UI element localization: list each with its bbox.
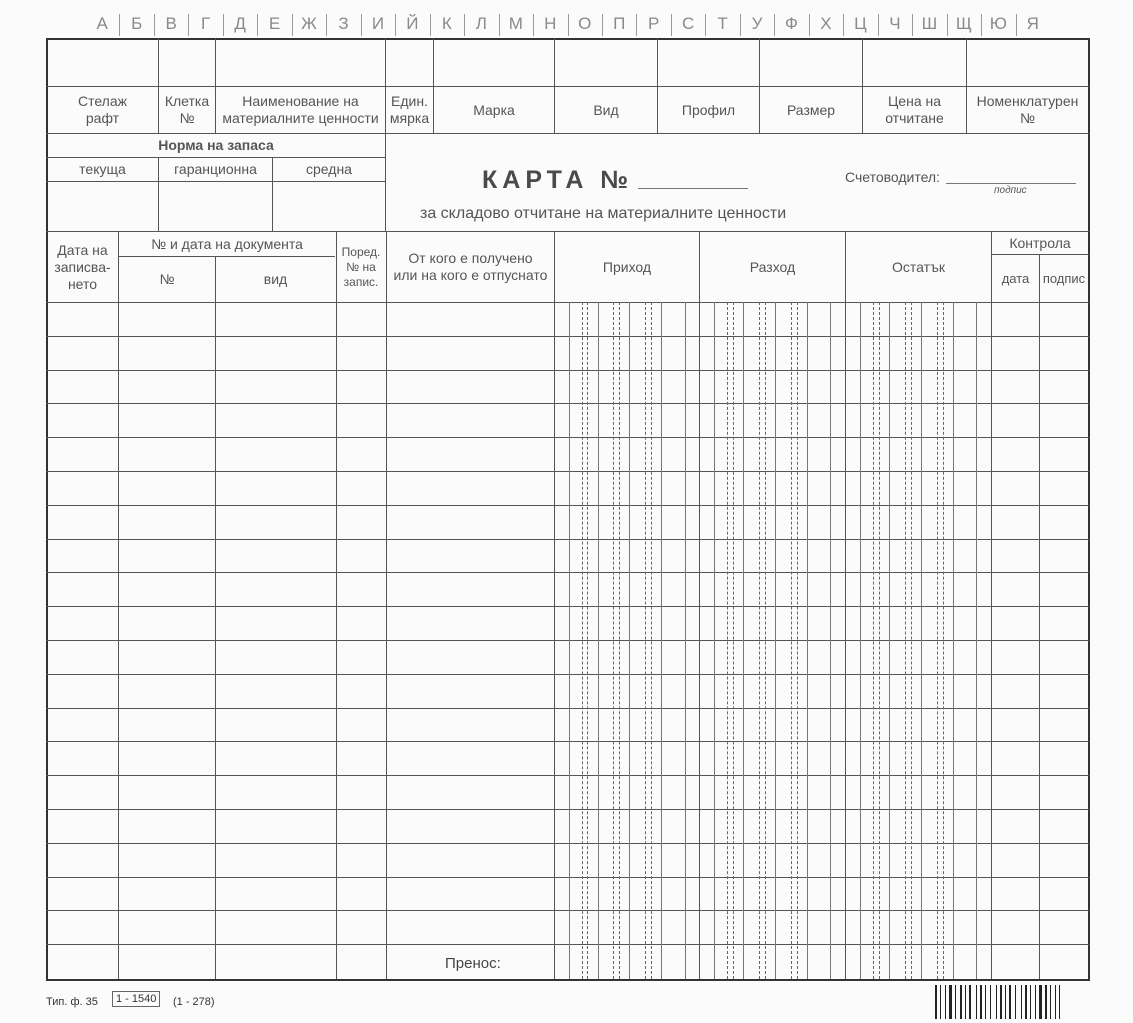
- header-cell: Клетка №: [164, 93, 210, 126]
- barcode-bar: [1005, 985, 1006, 1019]
- th-serial-no: Поред. № на запис.: [341, 244, 381, 289]
- card-number-field[interactable]: [638, 188, 748, 189]
- column-divider: [336, 231, 337, 979]
- alphabet-divider: [119, 14, 120, 36]
- card-title: КАРТА №: [482, 166, 634, 194]
- card-subtitle: за складово отчитане на материалните ценности: [420, 205, 787, 222]
- barcode-bar: [1015, 985, 1016, 1019]
- column-divider: [699, 231, 700, 979]
- alphabet-divider: [188, 14, 189, 36]
- carry-over-label: Пренос:: [445, 955, 501, 972]
- barcode-bar: [940, 985, 941, 1019]
- alphabet-divider: [326, 14, 327, 36]
- digit-column-line: [743, 302, 744, 979]
- barcode-bar: [965, 985, 966, 1019]
- row-line: [46, 370, 1089, 371]
- digit-column-dashed-line: [911, 302, 912, 979]
- norm-title: Норма на запаса: [158, 136, 274, 153]
- frame-bottom-line: [46, 979, 1090, 981]
- header-rack: Стелаж рафт: [77, 93, 127, 126]
- header-brand: Марка: [473, 101, 515, 118]
- alphabet-divider: [602, 14, 603, 36]
- table-header-bottom-line: [46, 302, 1089, 303]
- alphabet-divider: [430, 14, 431, 36]
- digit-column-line: [976, 302, 977, 979]
- alphabet-letter: Т: [717, 14, 728, 33]
- digit-column-line: [807, 302, 808, 979]
- barcode-bar: [1039, 985, 1042, 1019]
- column-divider: [118, 231, 119, 979]
- alphabet-divider: [705, 14, 706, 36]
- alphabet-letter: Л: [475, 14, 487, 33]
- alphabet-divider: [981, 14, 982, 36]
- norm-right-line: [385, 133, 386, 231]
- row-line: [46, 640, 1089, 641]
- barcode-bar: [1059, 985, 1060, 1019]
- alphabet-letter: Ч: [889, 14, 901, 33]
- th-control-date: дата: [1001, 271, 1030, 286]
- digit-column-dashed-line: [613, 302, 614, 979]
- alphabet-letter: Ж: [301, 14, 317, 33]
- digit-column-dashed-line: [943, 302, 944, 979]
- barcode: [935, 985, 1093, 1019]
- row-line: [46, 741, 1089, 742]
- column-divider: [991, 231, 992, 979]
- alphabet-letter: О: [578, 14, 592, 33]
- alphabet-letter: Ш: [921, 14, 938, 33]
- digit-column-dashed-line: [937, 302, 938, 979]
- row-line: [46, 572, 1089, 573]
- alphabet-letter: П: [613, 14, 626, 33]
- digit-column-line: [714, 302, 715, 979]
- barcode-bar: [1035, 985, 1036, 1019]
- alphabet-divider: [292, 14, 293, 36]
- alphabet-divider: [223, 14, 224, 36]
- form-type-label: Тип. ф. 35: [46, 996, 98, 1008]
- row-line: [46, 336, 1089, 337]
- header-type: Вид: [593, 101, 619, 118]
- header-nomenclature: Номенклатурен №: [976, 93, 1079, 126]
- alphabet-letter: Н: [544, 14, 557, 33]
- barcode-bar: [960, 985, 962, 1019]
- alphabet-letter: У: [751, 14, 763, 33]
- alphabet-divider: [740, 14, 741, 36]
- digit-column-dashed-line: [765, 302, 766, 979]
- th-expense: Разход: [749, 258, 796, 275]
- column-divider: [554, 231, 555, 979]
- alphabet-divider: [533, 14, 534, 36]
- frame-top-line: [46, 38, 1089, 40]
- alphabet-letter: Г: [201, 14, 211, 33]
- alphabet-letter: Й: [406, 14, 419, 33]
- alphabet-divider: [671, 14, 672, 36]
- row-line: [46, 539, 1089, 540]
- alphabet-divider: [636, 14, 637, 36]
- digit-column-dashed-line: [645, 302, 646, 979]
- th-doc-group: № и дата на документа: [151, 235, 303, 252]
- row-line: [46, 809, 1089, 810]
- alphabet-divider: [499, 14, 500, 36]
- column-divider: [845, 231, 846, 979]
- digit-column-line: [661, 302, 662, 979]
- header-unit: Един. мярка: [389, 93, 430, 126]
- alphabet-divider: [568, 14, 569, 36]
- barcode-bar: [976, 985, 977, 1019]
- barcode-bar: [945, 985, 946, 1019]
- alphabet-divider: [154, 14, 155, 36]
- digit-column-dashed-line: [727, 302, 728, 979]
- digit-column-line: [953, 302, 954, 979]
- row-line: [46, 910, 1089, 911]
- barcode-bar: [935, 985, 937, 1019]
- alphabet-letter: Р: [647, 14, 660, 33]
- th-income: Приход: [602, 258, 652, 275]
- barcode-bar: [955, 985, 956, 1019]
- row-line: [46, 437, 1089, 438]
- alphabet-divider: [361, 14, 362, 36]
- alphabet-letter: А: [96, 14, 108, 33]
- alphabet-divider: [1016, 14, 1017, 36]
- norm-average: средна: [306, 161, 352, 177]
- alphabet-divider: [809, 14, 810, 36]
- barcode-bar: [1000, 985, 1002, 1019]
- frame-right-line: [1088, 38, 1090, 980]
- header-size: Размер: [786, 101, 836, 118]
- barcode-bar: [985, 985, 986, 1019]
- digit-column-dashed-line: [905, 302, 906, 979]
- row-line: [46, 674, 1089, 675]
- header-item-name: Наименование на материалните ценности: [222, 93, 379, 126]
- header-price: Цена на отчитане: [885, 93, 944, 126]
- alphabet-divider: [878, 14, 879, 36]
- barcode-bar: [1009, 985, 1011, 1019]
- digit-column-dashed-line: [587, 302, 588, 979]
- barcode-bar: [1050, 985, 1051, 1019]
- alphabet-letter: Д: [234, 14, 246, 33]
- norm-line: [46, 181, 386, 182]
- digit-column-line: [775, 302, 776, 979]
- signature-hint: подпис: [994, 185, 1027, 196]
- digit-column-line: [569, 302, 570, 979]
- barcode-bar: [969, 985, 971, 1019]
- alphabet-divider: [947, 14, 948, 36]
- row-line: [46, 606, 1089, 607]
- alphabet-letter: С: [681, 14, 695, 33]
- norm-guarantee: гаранционна: [174, 161, 257, 177]
- row-line: [46, 403, 1089, 404]
- digit-column-line: [629, 302, 630, 979]
- norm-current: текуща: [79, 161, 126, 177]
- alphabet-letter: И: [371, 14, 385, 33]
- form-code-box: 1 - 1540: [112, 991, 160, 1007]
- th-from-to: От кого е получено или на кого е отпуснато: [393, 250, 548, 283]
- alphabet-letter: К: [441, 14, 452, 33]
- digit-column-dashed-line: [651, 302, 652, 979]
- digit-column-line: [889, 302, 890, 979]
- alphabet-letter: Е: [268, 14, 281, 33]
- alphabet-letter: Х: [820, 14, 832, 33]
- alphabet-letter: Я: [1026, 14, 1039, 33]
- alphabet-letter: Ф: [785, 14, 798, 33]
- alphabet-divider: [257, 14, 258, 36]
- th-balance: Остатък: [892, 258, 945, 275]
- column-divider: [215, 256, 216, 979]
- digit-column-dashed-line: [879, 302, 880, 979]
- th-control-sign: подпис: [1042, 271, 1086, 286]
- alphabet-letter: Щ: [955, 14, 972, 33]
- alphabet-letter: Ц: [854, 14, 867, 33]
- digit-column-line: [921, 302, 922, 979]
- barcode-bar: [1025, 985, 1027, 1019]
- digit-column-dashed-line: [759, 302, 760, 979]
- barcode-bar: [1055, 985, 1056, 1019]
- row-line: [46, 944, 1089, 945]
- barcode-bar: [949, 985, 952, 1019]
- row-line: [46, 775, 1089, 776]
- alphabet-divider: [464, 14, 465, 36]
- barcode-bar: [1021, 985, 1022, 1019]
- alphabet-divider: [843, 14, 844, 36]
- header-line-bottom: [46, 133, 1089, 134]
- alphabet-letter: М: [508, 14, 523, 33]
- digit-column-dashed-line: [873, 302, 874, 979]
- column-divider: [386, 231, 387, 979]
- digit-column-dashed-line: [733, 302, 734, 979]
- digit-column-dashed-line: [619, 302, 620, 979]
- alphabet-letter: З: [338, 14, 349, 33]
- digit-column-line: [860, 302, 861, 979]
- row-line: [46, 843, 1089, 844]
- digit-column-dashed-line: [582, 302, 583, 979]
- barcode-bar: [990, 985, 991, 1019]
- form-code-extra: (1 - 278): [173, 996, 215, 1008]
- digit-column-line: [830, 302, 831, 979]
- th-doc-no: №: [159, 271, 175, 287]
- alphabet-letter: Ю: [989, 14, 1007, 33]
- row-line: [46, 471, 1089, 472]
- accountant-label: Счетоводител:: [845, 169, 940, 185]
- alphabet-divider: [912, 14, 913, 36]
- header-profile: Профил: [681, 101, 736, 118]
- column-divider: [1039, 254, 1040, 979]
- digit-column-dashed-line: [797, 302, 798, 979]
- th-control: Контрола: [1009, 234, 1071, 251]
- alphabet-letter: В: [165, 14, 177, 33]
- barcode-bar: [1045, 985, 1047, 1019]
- barcode-bar: [996, 985, 997, 1019]
- alphabet-divider: [395, 14, 396, 36]
- alphabet-letter: Б: [131, 14, 143, 33]
- barcode-bar: [1030, 985, 1031, 1019]
- row-line: [46, 505, 1089, 506]
- barcode-bar: [980, 985, 982, 1019]
- th-doc-type: вид: [263, 271, 288, 287]
- digit-column-dashed-line: [791, 302, 792, 979]
- digit-column-line: [685, 302, 686, 979]
- row-line: [46, 877, 1089, 878]
- th-entry-date: Дата на записва- нето: [54, 241, 111, 292]
- digit-column-line: [598, 302, 599, 979]
- row-line: [46, 708, 1089, 709]
- alphabet-divider: [774, 14, 775, 36]
